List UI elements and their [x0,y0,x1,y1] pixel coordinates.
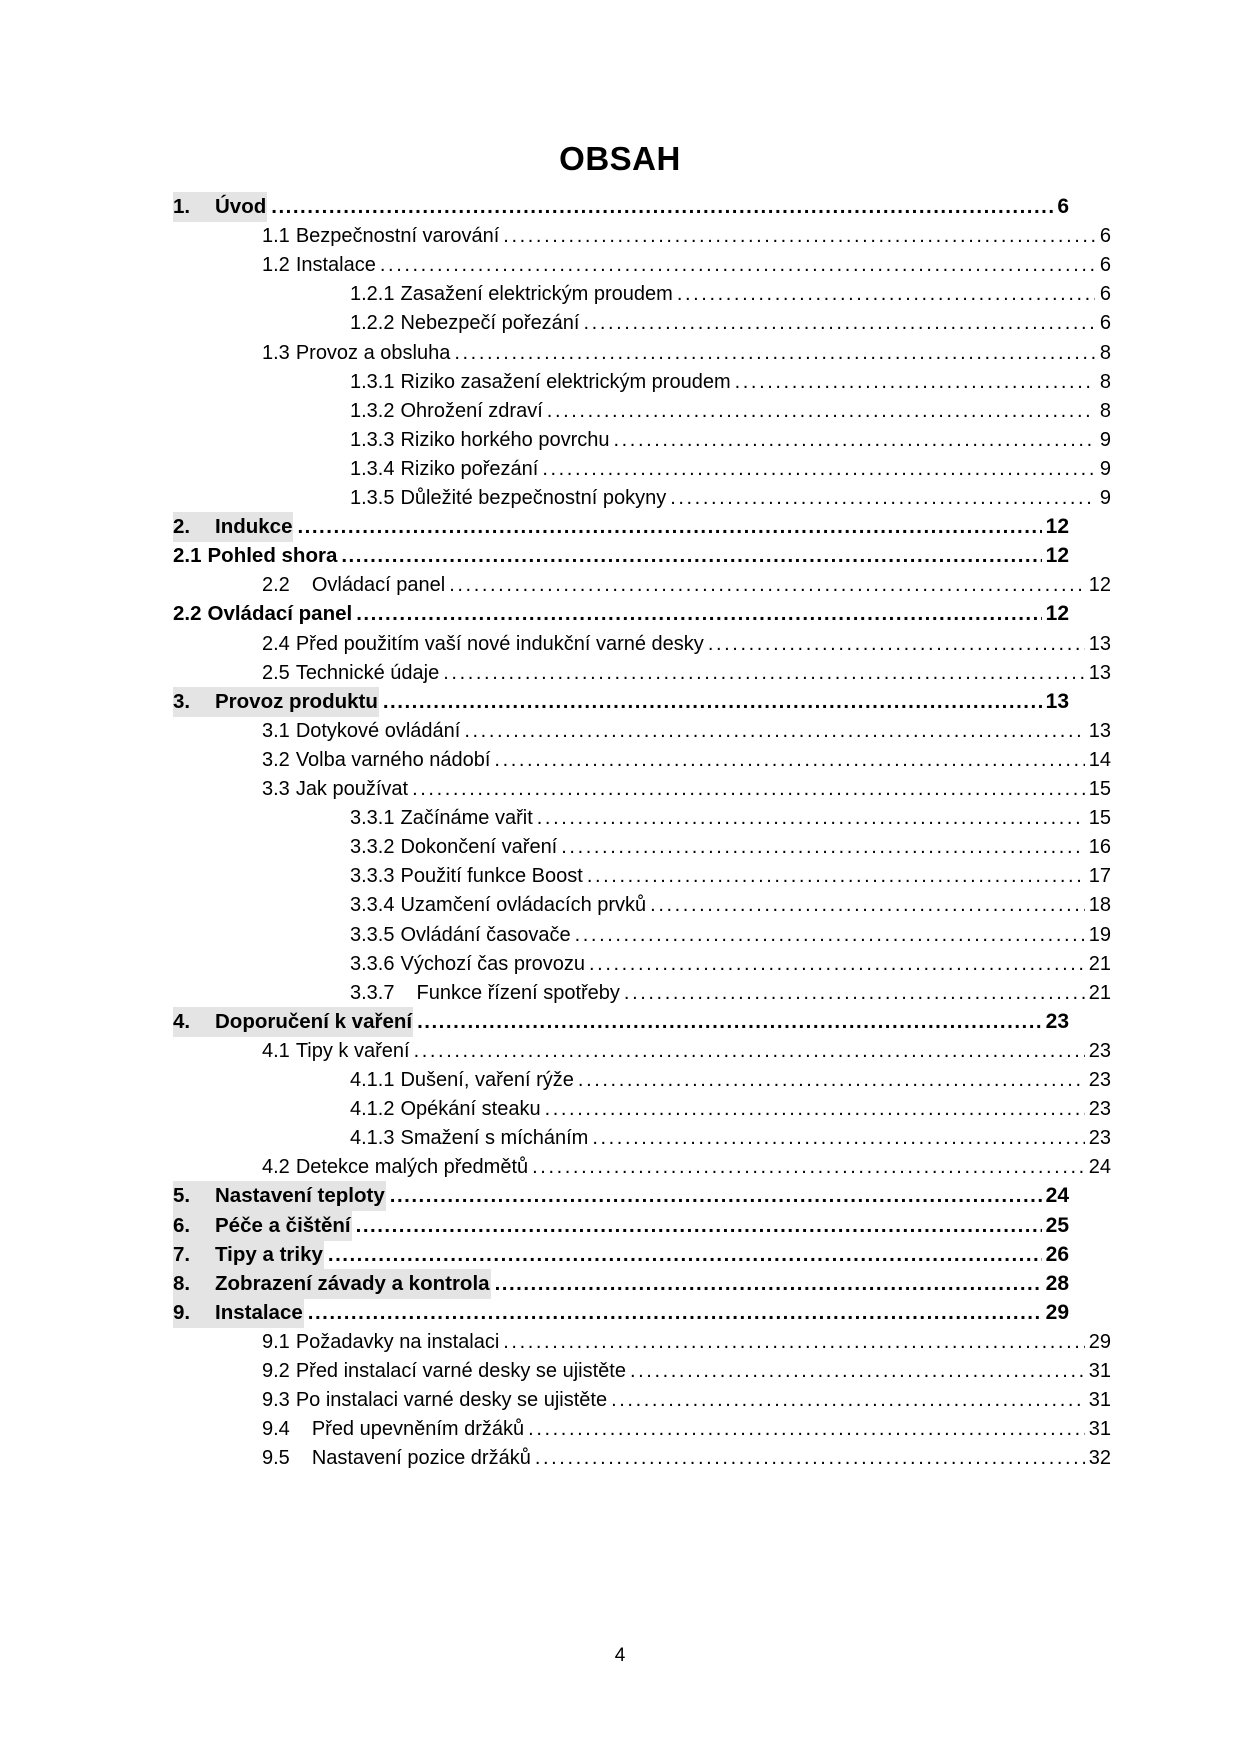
toc-dot-leader [417,1007,1042,1037]
toc-entry-label: Před instalací varné desky se ujistěte [295,1360,626,1382]
toc-entry-number: 1.2.2 [350,312,395,335]
toc-dot-leader [542,454,1095,484]
toc-entry-number: 1. [173,195,191,218]
toc-entry-page: 8 [1099,341,1111,364]
toc-entry-heading-highlight [173,1007,413,1037]
toc-entry-number: 9. [173,1300,191,1324]
toc-dot-leader [341,541,1041,571]
toc-entry-number: 3.3.4 [350,894,395,917]
toc-dot-leader [650,890,1085,920]
toc-entry-label: Péče a čištění [215,1213,351,1237]
toc-entry-label: Uzamčení ovládacích prvků [400,894,647,917]
toc-dot-leader [624,978,1085,1008]
toc-entry-page: 13 [1088,719,1111,742]
toc-dot-leader [592,1123,1084,1153]
toc-entry-heading-highlight [173,1298,304,1328]
toc-entry-level-3[interactable] [350,832,1111,862]
toc-entry-level-3[interactable] [350,920,1111,950]
toc-entry-page: 8 [1099,399,1111,422]
toc-entry-label: Před použitím vaší nové indukční varné desky [295,632,704,655]
toc-entry-page: 21 [1088,952,1111,975]
toc-entry-page: 9 [1099,487,1111,509]
toc-entry-level-3[interactable] [350,949,1111,979]
toc-dot-leader [561,832,1085,862]
toc-entry-label: Indukce [215,515,293,539]
toc-entry-label: Provoz a obsluha [295,341,451,364]
toc-entry-number: 3.1 [262,719,290,742]
toc-entry-number: 2.4 [262,632,290,655]
toc-entry-label: Úvod [215,195,267,218]
toc-entry-page: 9 [1099,457,1111,480]
toc-dot-leader [547,396,1095,426]
toc-dot-leader [587,861,1085,891]
toc-entry-number: 2.2 [173,602,202,626]
toc-entry-page: 23 [1088,1127,1111,1150]
toc-entry-page: 19 [1088,923,1111,946]
toc-entry-level-3[interactable] [350,367,1111,397]
toc-entry-label: Po instalaci varné desky se ujistěte [295,1389,608,1412]
toc-entry-level-1[interactable] [173,1298,1069,1328]
toc-entry-level-1[interactable] [173,1181,1069,1211]
toc-dot-leader [443,658,1085,688]
toc-entry-label: Tipy k vaření [295,1039,410,1062]
toc-entry-level-3[interactable] [350,890,1111,920]
toc-entry-number: 3.3.6 [350,952,395,975]
toc-entry-label: Ovládání časovače [400,923,571,946]
toc-entry-label: Důležité bezpečnostní pokyny [400,487,667,509]
toc-entry-level-3[interactable] [350,483,1111,513]
toc-entry-heading-highlight [173,1240,324,1270]
toc-entry-level-1[interactable] [173,1211,1069,1241]
toc-entry-number: 5. [173,1184,191,1208]
toc-dot-leader [611,1385,1085,1415]
toc-dot-leader [308,1298,1042,1328]
toc-entry-level-1[interactable] [173,541,1069,571]
toc-entry-label: Dotykové ovládání [295,719,461,742]
toc-dot-leader [670,483,1095,513]
toc-entry-label: Riziko horkého povrchu [400,428,610,451]
toc-entry-label: Ohrožení zdraví [400,399,543,422]
toc-entry-number: 2.2 [262,574,290,597]
page-number: 4 [614,1645,626,1666]
toc-entry-number: 9.4 [262,1418,290,1441]
toc-entry-level-1[interactable] [173,192,1069,222]
toc-entry-label: Opékání steaku [400,1098,541,1121]
toc-entry-page: 28 [1045,1271,1069,1295]
toc-entry-number: 3.3.5 [350,923,395,946]
toc-entry-level-3[interactable] [350,1123,1111,1153]
toc-entry-level-1[interactable] [173,512,1069,542]
toc-entry-number: 9.3 [262,1389,290,1412]
toc-entry-page: 25 [1045,1213,1069,1237]
toc-entry-level-2[interactable] [262,338,1111,368]
toc-entry-level-2[interactable] [262,1443,1111,1473]
toc-entry-page: 12 [1045,515,1069,539]
toc-entry-page: 24 [1045,1184,1069,1208]
toc-entry-level-3[interactable] [350,425,1111,455]
toc-dot-leader [537,803,1085,833]
toc-dot-leader [356,1211,1042,1241]
toc-entry-label: Nastavení teploty [215,1184,385,1208]
toc-entry-label: Požadavky na instalaci [295,1330,500,1353]
toc-entry-page: 12 [1045,602,1069,626]
toc-entry-page: 6 [1099,283,1111,306]
toc-dot-leader [545,1094,1085,1124]
toc-entry-level-2[interactable] [262,658,1111,688]
toc-entry-number: 1.3.5 [350,487,395,509]
toc-entry-level-3[interactable] [350,279,1111,309]
toc-entry-label: Použití funkce Boost [400,865,583,888]
toc-entry-label: Detekce malých předmětů [295,1156,529,1179]
toc-dot-leader [494,745,1084,775]
toc-entry-number: 3.3.3 [350,865,395,888]
toc-entry-page: 16 [1088,836,1111,859]
toc-entry-page: 13 [1088,632,1111,655]
toc-entry-level-2[interactable] [262,774,1111,804]
toc-dot-leader [735,367,1095,397]
toc-entry-label: Začínáme vařit [400,807,533,830]
toc-entry-page: 26 [1045,1242,1069,1266]
toc-entry-label: Instalace [215,1300,303,1324]
toc-entry-heading-highlight [173,1269,491,1299]
toc-dot-leader [503,1327,1084,1357]
toc-entry-level-1[interactable] [173,687,1069,717]
toc-entry-page: 15 [1088,778,1111,800]
toc-entry-label: Bezpečnostní varování [295,225,500,248]
toc-entry-number: 2.5 [262,661,290,684]
toc-entry-level-2[interactable] [262,570,1111,600]
toc-entry-label: Doporučení k vaření [215,1009,413,1033]
toc-entry-level-3[interactable] [350,1065,1111,1095]
page-title: OBSAH [559,140,681,177]
toc-dot-leader [356,599,1041,629]
toc-entry-level-2[interactable] [262,1385,1111,1415]
toc-dot-leader [677,279,1095,309]
toc-entry-number: 1.3.1 [350,370,395,393]
toc-entry-page: 6 [1057,195,1069,218]
toc-entry-page: 31 [1088,1360,1111,1382]
toc-entry-number: 4. [173,1009,191,1033]
toc-dot-leader [412,774,1085,804]
toc-entry-label: Instalace [295,254,376,277]
toc-entry-page: 17 [1088,865,1111,888]
toc-entry-level-1[interactable] [173,1240,1069,1270]
toc-entry-page: 23 [1045,1009,1069,1033]
toc-dot-leader [613,425,1095,455]
toc-entry-level-2[interactable] [262,716,1111,746]
toc-entry-level-3[interactable] [350,454,1111,484]
toc-entry-page: 6 [1099,254,1111,277]
toc-entry-level-1[interactable] [173,1007,1069,1037]
toc-entry-level-2[interactable] [262,1036,1111,1066]
toc-dot-leader [271,192,1053,222]
toc-entry-page: 15 [1088,807,1111,830]
toc-entry-number: 1.2 [262,254,290,277]
toc-entry-level-3[interactable] [350,308,1111,338]
toc-dot-leader [584,308,1096,338]
toc-entry-level-3[interactable] [350,861,1111,891]
toc-entry-number: 1.2.1 [350,283,395,306]
toc-dot-leader [630,1356,1085,1386]
toc-entry-level-1[interactable] [173,1269,1069,1299]
toc-entry-number: 9.1 [262,1330,290,1353]
toc-entry-page: 23 [1088,1069,1111,1091]
toc-entry-level-2[interactable] [262,1327,1111,1357]
toc-dot-leader [454,338,1095,368]
toc-entry-number: 4.1.3 [350,1127,395,1150]
toc-entry-page: 6 [1099,312,1111,335]
toc-entry-label: Ovládací panel [207,602,353,626]
toc-entry-number: 3. [173,689,191,713]
toc-entry-label: Zasažení elektrickým proudem [400,283,673,306]
toc-entry-page: 12 [1088,574,1111,597]
toc-entry-number: 1.3 [262,341,290,364]
toc-entry-number: 7. [173,1242,191,1266]
toc-entry-page: 32 [1088,1447,1111,1470]
toc-entry-label: Nebezpečí pořezání [400,312,580,335]
toc-entry-number: 4.1.1 [350,1069,395,1091]
toc-entry-number: 6. [173,1213,191,1237]
toc-dot-leader [380,250,1095,280]
toc-entry-label: Tipy a triky [215,1242,323,1266]
toc-dot-leader [708,629,1085,659]
toc-entry-label: Smažení s mícháním [400,1127,589,1150]
toc-entry-number: 4.1.2 [350,1098,395,1121]
toc-entry-heading-highlight [173,1181,386,1211]
toc-dot-leader [390,1181,1042,1211]
toc-entry-level-1[interactable] [173,599,1069,629]
toc-entry-level-2[interactable] [262,1356,1111,1386]
toc-entry-level-2[interactable] [262,250,1111,280]
toc-dot-leader [383,687,1042,717]
toc-entry-label: Dokončení vaření [400,836,558,859]
toc-dot-leader [328,1240,1042,1270]
toc-entry-level-3[interactable] [350,978,1111,1008]
toc-entry-label: Jak používat [295,778,409,800]
toc-entry-number: 9.5 [262,1447,290,1470]
toc-entry-page: 29 [1088,1330,1111,1353]
toc-entry-number: 3.3.2 [350,836,395,859]
toc-dot-leader [297,512,1041,542]
toc-entry-label: Riziko zasažení elektrickým proudem [400,370,731,393]
toc-dot-leader [464,716,1084,746]
toc-entry-label: Zobrazení závady a kontrola [215,1271,490,1295]
toc-entry-label: Provoz produktu [215,689,378,713]
toc-entry-page: 14 [1088,748,1111,771]
toc-entry-number: 2.1 [173,544,202,568]
toc-entry-heading-highlight [173,1211,352,1241]
toc-entry-heading-highlight [173,512,293,542]
toc-dot-leader [535,1443,1085,1473]
toc-entry-label: Riziko pořezání [400,457,539,480]
toc-entry-page: 31 [1088,1418,1111,1441]
toc-entry-number: 2. [173,515,191,539]
toc-entry-label: Dušení, vaření rýže [400,1069,574,1091]
toc-dot-leader [528,1414,1085,1444]
toc-entry-page: 6 [1099,225,1111,248]
toc-dot-leader [532,1152,1085,1182]
toc-entry-number: 9.2 [262,1360,290,1382]
toc-entry-number: 1.3.3 [350,428,395,451]
toc-entry-number: 4.1 [262,1039,290,1062]
toc-entry-number: 3.3.1 [350,807,395,830]
toc-entry-label: Technické údaje [295,661,440,684]
toc-entry-level-3[interactable] [350,1094,1111,1124]
toc-entry-number: 3.2 [262,748,290,771]
toc-entry-heading-highlight [173,192,267,222]
toc-entry-number: 3.3 [262,778,290,800]
toc-entry-level-2[interactable] [262,1414,1111,1444]
toc-entry-label: Před upevněním držáků [311,1418,525,1441]
toc-entry-number: 4.2 [262,1156,290,1179]
toc-entry-label: Funkce řízení spotřeby [416,981,620,1004]
toc-entry-number: 3.3.7 [350,981,395,1004]
toc-entry-page: 23 [1088,1098,1111,1121]
toc-entry-level-3[interactable] [350,803,1111,833]
toc-entry-page: 23 [1088,1039,1111,1062]
toc-entry-number: 1.3.4 [350,457,395,480]
toc-entry-page: 8 [1099,370,1111,393]
toc-entry-page: 12 [1045,544,1069,568]
toc-entry-number: 1.1 [262,225,290,248]
toc-dot-leader [414,1036,1085,1066]
toc-entry-page: 13 [1088,661,1111,684]
toc-entry-number: 1.3.2 [350,399,395,422]
toc-entry-page: 24 [1088,1156,1111,1179]
toc-dot-leader [495,1269,1042,1299]
toc-dot-leader [503,221,1095,251]
toc-entry-number: 8. [173,1271,191,1295]
toc-entry-page: 18 [1088,894,1111,917]
toc-entry-page: 13 [1045,689,1069,713]
toc-entry-label: Volba varného nádobí [295,748,491,771]
toc-entry-label: Výchozí čas provozu [400,952,586,975]
toc-entry-label: Pohled shora [207,544,338,568]
toc-dot-leader [589,949,1085,979]
toc-entry-page: 9 [1099,428,1111,451]
toc-entry-level-2[interactable] [262,221,1111,251]
toc-entry-label: Nastavení pozice držáků [311,1447,531,1470]
toc-dot-leader [575,920,1085,950]
toc-entry-level-2[interactable] [262,629,1111,659]
toc-dot-leader [578,1065,1085,1095]
toc-entry-label: Ovládací panel [311,574,446,597]
toc-entry-level-2[interactable] [262,1152,1111,1182]
toc-entry-level-3[interactable] [350,396,1111,426]
toc-entry-page: 31 [1088,1389,1111,1412]
toc-entry-level-2[interactable] [262,745,1111,775]
toc-entry-page: 29 [1045,1300,1069,1324]
toc-dot-leader [449,570,1085,600]
toc-entry-heading-highlight [173,687,379,717]
toc-entry-page: 21 [1088,981,1111,1004]
